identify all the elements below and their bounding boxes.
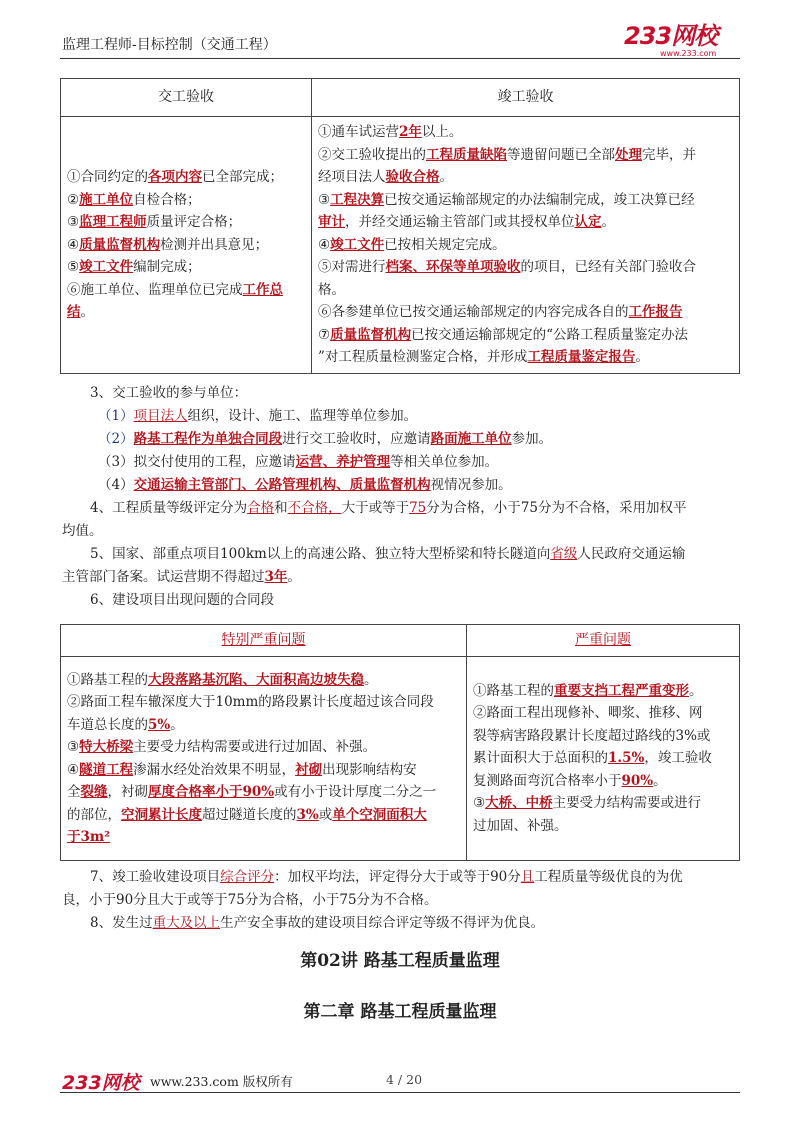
table1-completion-cell [312,117,740,374]
cell-line [473,792,733,815]
text-run: ①通车试运营 [318,124,399,141]
cell-line [67,256,305,279]
text-run: ④ [318,236,331,253]
text-run: 3、交工验收的参与单位： [90,385,248,401]
text-run: 格。 [318,281,345,298]
highlighted-term: 2年 [399,124,422,141]
table2-header-serious: 严重问题 [467,625,740,657]
text-run: 超过隧道长度的 [202,806,297,823]
text-run: 主要受力结构需要或进行过加固、补强。 [133,739,377,755]
cell-line [318,301,733,324]
highlighted-term: 竣工文件 [330,236,385,253]
cell-line [473,770,733,793]
text-run: ③ [318,191,331,208]
cell-line [473,702,733,725]
highlighted-term: 重大及以上 [152,915,221,931]
cell-line [318,256,733,279]
highlighted-term: 工程决算 [330,191,385,208]
text-run: （2） [98,431,134,447]
cell-line [318,121,733,144]
text-run: 均值。 [62,523,103,539]
text-run: 大于或等于 [341,500,410,516]
cell-line [318,324,733,347]
cell-line [67,691,460,714]
text-run: 或有小于设计厚度二分之一 [274,784,437,800]
text-run: 全 [67,784,81,800]
text-run: ⑤对需进行 [318,259,386,276]
highlighted-term: 裂缝 [80,784,108,800]
cell-line [67,211,305,234]
text-run: ②路面工程出现修补、唧浆、推移、网 [473,705,703,722]
text-run: 裂等病害路段累计长度超过路线的3%或 [473,727,711,744]
text-run: 渗漏水经处治效果不明显， [133,761,296,778]
highlighted-term: 且 [520,869,535,885]
text-run: （1） [98,408,134,424]
highlighted-term: 大段落路基沉陷、大面积高边坡失稳 [148,671,364,688]
cell-line [67,759,460,782]
text-run: 视情况参加。 [430,477,512,493]
text-run: 等遗留问题已全部 [507,146,615,163]
text-run: 8、发生过 [90,915,153,931]
text-run: ⑦ [318,326,331,343]
text-run: ② [67,191,80,208]
text-run: 已全部完成； [202,169,283,186]
text-run: 完毕，并 [642,146,696,163]
highlighted-term: 大桥、中桥 [485,795,553,812]
highlighted-term: 运营、养护管理 [295,454,391,470]
highlighted-term: 衬砌 [295,761,323,778]
text-run: 检测并出具意见； [160,236,269,253]
highlighted-term: 1.5% [608,750,645,767]
text-run: 经项目法人 [318,169,386,186]
text-run: 的部位， [67,806,121,823]
document-header-title: 监理工程师-目标控制（交通工程） [62,37,277,53]
text-run: ②路面工程车辙深度大于10mm的路段累计长度超过该合同段 [67,694,434,710]
cell-line [473,747,733,770]
table1-header-completion: 竣工验收 [312,79,740,117]
highlighted-term: 竣工文件 [79,259,134,276]
text-run: 4、工程质量等级评定分为 [90,500,248,516]
text-run: ，并经交通运输主管部门或其授权单位 [345,214,575,231]
paragraph-line [90,866,683,889]
text-run: ②交工验收提出的 [318,146,426,163]
cell-line [473,815,733,838]
paragraph-line [98,428,552,451]
cell-line [67,279,305,302]
text-run: 。 [80,304,94,321]
paragraph-line [62,889,438,912]
cell-line [67,736,460,759]
text-run: ”对工程质量检测鉴定合格，并形成 [318,349,528,366]
text-run: ①路基工程的 [67,671,148,688]
highlighted-term: 结 [67,304,81,321]
text-run: 进行交工验收时，应邀请 [282,431,431,447]
text-run: ⑤ [67,259,80,276]
cell-line [67,669,460,692]
text-run: 过加固、补强。 [473,817,568,834]
text-run: 质量评定合格； [146,214,242,231]
cell-line [318,346,733,369]
highlighted-term: 档案、环保等单项验收 [385,259,521,276]
highlighted-term: 各项内容 [148,169,202,186]
paragraph-line [62,566,301,589]
text-run: 工程质量等级优良的为优 [534,869,683,885]
highlighted-term: 交通运输主管部门、公路管理机构、质量监督机构 [133,477,431,493]
highlighted-term: 综合评分 [220,869,275,885]
highlighted-term: 项目法人 [133,408,188,424]
cell-line [67,826,460,849]
text-run: 已按交通运输部规定的“公路工程质量鉴定办法 [411,326,689,343]
text-run: 出现影响结构安 [322,761,417,778]
cell-line [318,211,733,234]
text-run: ：加权平均法，评定得分大于或等于90分 [274,869,521,885]
text-run: ，衬砌 [107,784,148,800]
text-run: ③ [473,795,486,812]
highlighted-term: 单个空洞面积大 [332,806,427,823]
paragraph-line [90,543,685,566]
cell-line [318,234,733,257]
table1-handover-cell [61,117,312,374]
text-run: 复测路面弯沉合格率小于 [473,772,622,789]
highlighted-term: 5% [148,716,171,733]
highlighted-term: 监理工程师 [79,214,147,231]
highlighted-term: 隧道工程 [79,761,134,778]
text-run: 编制完成； [133,259,201,276]
page-number: 4 / 20 [386,1072,423,1087]
text-run: ①路基工程的 [473,682,554,699]
cell-line [473,680,733,703]
cell-line [318,189,733,212]
text-run: 良，小于90分且大于或等于75分为合格，小于75分为不合格。 [62,892,438,908]
cell-line [473,725,733,748]
text-run: 以上。 [421,124,463,141]
highlighted-term: 路面施工单位 [430,431,512,447]
text-run: 分为合格，小于75分为不合格，采用加权平 [426,500,687,516]
table1-header-handover: 交工验收 [61,79,312,117]
text-run: 主管部门备案。试运营期不得超过 [62,569,265,585]
text-run: 主要受力结构需要或进行 [552,795,702,812]
text-run: ①合同约定的 [67,169,148,186]
highlighted-term: 空洞累计长度 [121,806,202,823]
cell-line [67,301,305,324]
highlighted-term: 路基工程作为单独合同段 [133,431,283,447]
text-run: 车道总长度的 [67,716,148,733]
text-run: ，竣工验收 [644,750,712,767]
text-run: ④ [67,236,80,253]
cell-line [318,279,733,302]
text-run: 或 [318,806,333,823]
text-run: 。 [635,349,649,366]
cell-line [318,166,733,189]
paragraph-line [90,912,544,935]
paragraph-line [62,520,103,543]
text-run: 7、竣工验收建设项目 [90,869,221,885]
paragraph-line [98,451,498,474]
problem-classification-table [60,624,740,861]
highlighted-term: 厚度合格率小于90% [148,784,275,800]
footer-divider [60,1092,740,1093]
text-run: 已按交通运输部规定的办法编制完成，竣工决算已经 [384,191,695,208]
highlighted-term: 工程质量鉴定报告 [527,349,636,366]
highlighted-term: 省级 [550,546,578,562]
cell-line [67,714,460,737]
highlighted-term: 特大桥梁 [79,739,134,755]
header-divider [60,58,740,59]
lecture-title: 第02讲 路基工程质量监理 [300,951,500,971]
highlighted-term: 审计 [318,214,345,231]
highlighted-term: 验收合格 [385,169,440,186]
footer-logo: 233网校 [62,1072,140,1094]
highlighted-term: 75 [409,500,427,516]
logo-subtext: www.233.com [660,49,717,58]
table2-special-cell [61,657,467,861]
highlighted-term: 重要支挡工程严重变形 [554,682,689,699]
highlighted-term: 认定 [574,214,602,231]
highlighted-term: 于3m² [67,829,111,845]
paragraph-line [98,474,512,497]
text-run: 和 [274,500,288,516]
text-run: 人民政府交通运输 [577,546,686,562]
text-run: （3）拟交付使用的工程，应邀请 [98,454,296,470]
highlighted-term: 工作报告 [628,304,683,321]
text-run: 等相关单位参加。 [390,454,499,470]
text-run: 。 [439,169,453,186]
chapter-title: 第二章 路基工程质量监理 [303,1002,497,1022]
table2-serious-cell [467,657,740,861]
highlighted-term: 处理 [615,146,642,163]
text-run: 已按相关规定完成。 [384,236,506,253]
acceptance-comparison-table [60,78,740,374]
text-run: 。 [601,214,615,231]
highlighted-term: 质量监督机构 [79,236,161,253]
text-run: 6、建设项目出现问题的合同段 [90,592,275,608]
logo-text: 233网校 [624,22,718,50]
text-run: 生产安全事故的建设项目综合评定等级不得评为优良。 [220,915,545,931]
paragraph-line [90,382,247,405]
table2-header-serious-special: 特别严重问题 [61,625,467,657]
cell-line [318,144,733,167]
text-run: 。 [287,569,301,585]
brand-logo [624,24,740,58]
highlighted-term: 质量监督机构 [330,326,412,343]
cell-line [67,804,460,827]
text-run: 的项目，已经有关部门验收合 [520,259,696,276]
text-run: ④ [67,761,80,778]
paragraph-line [98,405,417,428]
text-run: 累计面积大于总面积的 [473,750,608,767]
text-run: ③ [67,214,80,231]
cell-line [67,781,460,804]
paragraph-line [90,589,274,612]
text-run: 。 [653,772,667,789]
highlighted-term: 3年 [264,569,288,585]
cell-line [67,189,305,212]
text-run: ③ [67,739,80,755]
highlighted-term: 工作总 [242,281,283,298]
highlighted-term: 合格 [247,500,275,516]
text-run: ⑥各参建单位已按交通运输部规定的内容完成各自的 [318,304,629,321]
text-run: 。 [689,682,703,699]
text-run: 组织，设计、施工、监理等单位参加。 [187,408,418,424]
cell-line [67,234,305,257]
paragraph-line [90,497,686,520]
highlighted-term: 施工单位 [79,191,134,208]
text-run: 。 [364,671,378,688]
footer-copyright: www.233.com 版权所有 [150,1074,293,1089]
text-run: 。 [170,716,184,733]
text-run: （4） [98,477,134,493]
text-run: 5、国家、部重点项目100km以上的高速公路、独立特大型桥梁和特长隧道向 [90,546,551,562]
cell-line [67,166,305,189]
text-run: ⑥施工单位、监理单位已完成 [67,281,243,298]
highlighted-term: 90% [621,772,654,789]
highlighted-term: 3% [296,806,319,823]
highlighted-term: 工程质量缺陷 [426,146,507,163]
text-run: 自检合格； [133,191,201,208]
highlighted-term: 不合格， [287,500,342,516]
text-run: 参加。 [511,431,553,447]
